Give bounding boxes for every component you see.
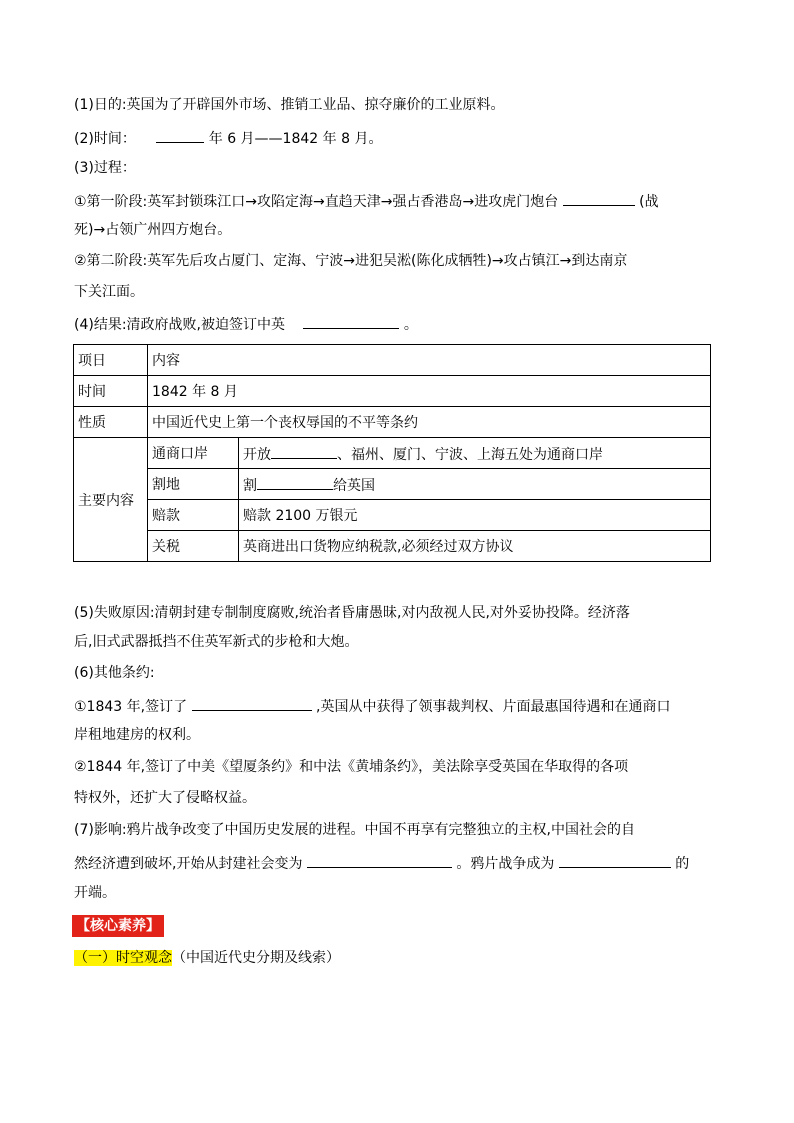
header-content: 内容 (148, 345, 711, 376)
treaty-1844-line: ②1844 年,签订了中美《望厦条约》和中法《黄埔条约》，美法除享受英国在华取得的各项 (74, 759, 629, 775)
cede-post: 给英国 (333, 477, 375, 494)
failure-line-2: 后,旧式武器抵挡不住英军新式的步枪和大炮。 (74, 634, 359, 650)
result-line (74, 313, 718, 335)
subheading-rest: （中国近代史分期及线索） (172, 950, 340, 966)
cede-blank[interactable] (257, 474, 333, 490)
subheading-line (74, 948, 718, 968)
failure-line: (5)失败原因:清朝封建专制制度腐败,统治者昏庸愚昧,对内敌视人民,对外妥协投降。经济落 (74, 605, 630, 621)
stage1-line (74, 190, 718, 212)
cede-value-cell (239, 469, 711, 500)
process-heading: (3)过程： (74, 160, 136, 176)
indemnity-label-cell: 赔款 (148, 500, 239, 531)
ports-label-cell: 通商口岸 (148, 438, 239, 469)
stage1-text: ①第一阶段:英军封锁珠江口→攻陷定海→直趋天津→强占香港岛→进攻虎门炮台 (74, 194, 559, 210)
ports-value-cell (239, 438, 711, 469)
impact-mid: 。鸦片战争成为 (456, 856, 555, 872)
treaty-1843-line-2: 岸租地建房的权利。 (74, 727, 200, 743)
impact-line-3: 开端。 (74, 885, 116, 901)
stage2-line: ②第二阶段:英军先后攻占厦门、定海、宁波→进犯吴淞(陈化成牺牲)→攻占镇江→到达南京 (74, 253, 628, 269)
ports-post: 、福州、厦门、宁波、上海五处为通商口岸 (337, 446, 603, 463)
stage1-blank[interactable] (563, 190, 635, 206)
ports-blank[interactable] (271, 443, 337, 459)
table-row (74, 345, 711, 376)
table-row (74, 500, 711, 531)
purpose-line: (1)日的:英国为了开辟国外市场、推销工业品、掠夺廉价的工业原料。 (74, 97, 505, 113)
table-row (74, 438, 711, 469)
impact-tail: 的 (675, 856, 690, 872)
impact-line: (7)影响:鸦片战争改变了中国历史发展的进程。中国不再享有完整独立的主权,中国社会的自 (74, 822, 635, 838)
tariff-label-cell: 关税 (148, 531, 239, 562)
other-treaties-heading: (6)其他条约: (74, 665, 155, 681)
main-content-label: 主要内容 (74, 438, 148, 562)
treaty-1843-tail: ,英国从中获得了领事裁判权、片面最惠国待遇和在通商口 (316, 699, 671, 715)
stage1-tail: (战 (639, 194, 659, 210)
impact-blank-1[interactable] (307, 852, 452, 868)
nature-value-cell: 中国近代史上第一个丧权辱国的不平等条约 (148, 407, 711, 438)
time-label-cell: 时间 (74, 376, 148, 407)
cede-label-cell: 割地 (148, 469, 239, 500)
indemnity-value-cell: 赔款 2100 万银元 (239, 500, 711, 531)
table-row (74, 376, 711, 407)
cede-pre: 割 (243, 477, 257, 494)
header-item: 项日 (74, 345, 148, 376)
time-value-cell: 1842 年 8 月 (148, 376, 711, 407)
impact-line-2 (74, 852, 718, 874)
nature-label-cell: 性质 (74, 407, 148, 438)
treaty-1843-line (74, 695, 718, 717)
table-row (74, 407, 711, 438)
stage1-line-2: 死)→占领广州四方炮台。 (74, 222, 232, 238)
result-text: (4)结果:清政府战败,被迫签订中英 (74, 317, 285, 333)
result-blank[interactable] (303, 313, 399, 329)
time-line (74, 127, 718, 149)
subheading-highlight: （一）时空观念 (74, 950, 172, 966)
treaty-1843-blank[interactable] (192, 695, 312, 711)
time-blank[interactable] (156, 127, 204, 143)
treaty-1843-text: ①1843 年,签订了 (74, 699, 188, 715)
treaty-table (73, 344, 711, 562)
stage2-line-2: 下关江面。 (74, 284, 144, 300)
tariff-value-cell: 英商进出口货物应纳税款,必须经过双方协议 (239, 531, 711, 562)
table-row (74, 531, 711, 562)
table-row (74, 469, 711, 500)
core-literacy-tag: 【核心素养】 (72, 915, 164, 937)
time-text: 年 6 月——1842 年 8 月。 (208, 131, 383, 147)
impact-blank-2[interactable] (559, 852, 671, 868)
impact-text: 然经济遭到破坏,开始从封建社会变为 (74, 856, 303, 872)
treaty-1844-line-2: 特权外，还扩大了侵略权益。 (74, 790, 256, 806)
time-label: (2)时间： (74, 131, 136, 147)
ports-pre: 开放 (243, 446, 271, 463)
result-tail: 。 (403, 317, 418, 333)
